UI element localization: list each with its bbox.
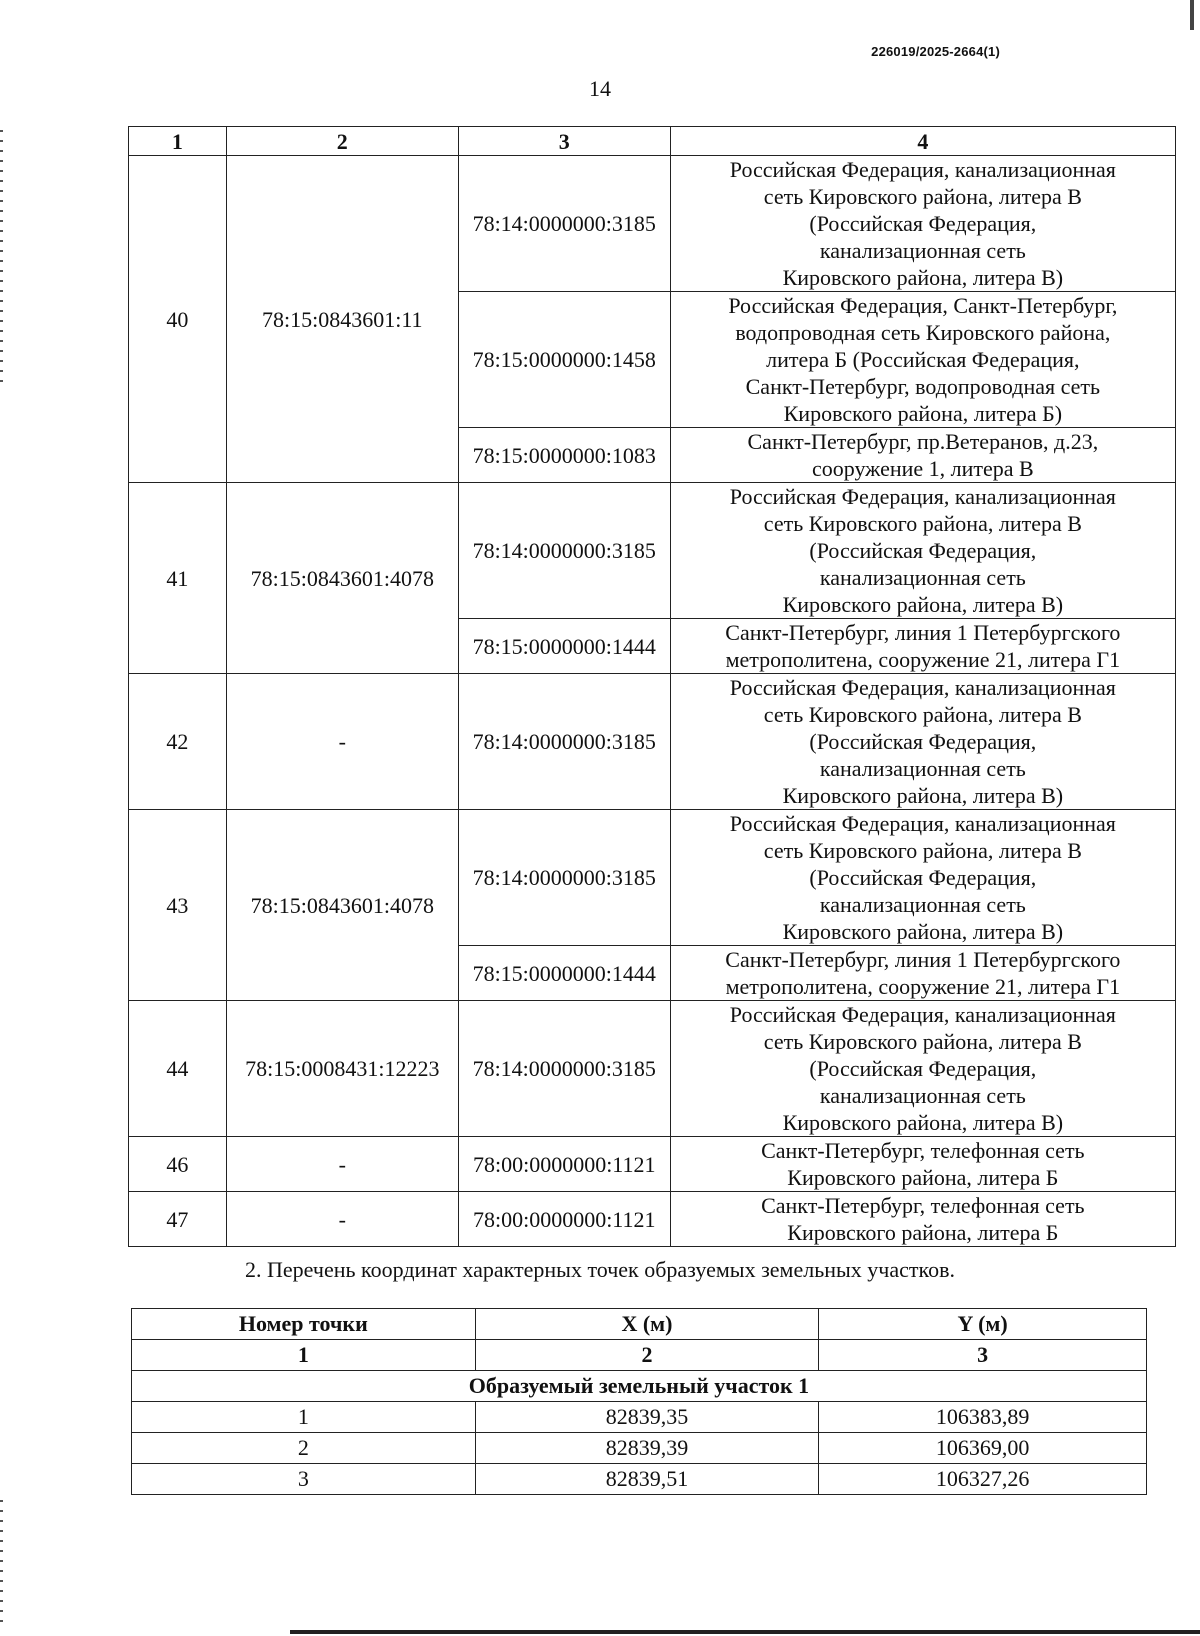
scan-edge-dots: [0, 130, 3, 390]
point-x: 82839,51: [475, 1464, 819, 1495]
easement-description: [670, 946, 1175, 1001]
point-x: 82839,35: [475, 1402, 819, 1433]
row-number: 46: [129, 1137, 227, 1192]
description-line: водопроводная сеть Кировского района,: [735, 320, 1111, 345]
scan-edge-dots: [0, 1500, 3, 1630]
table-header-row: [132, 1309, 1147, 1340]
description-line: Кировского района, литера В): [782, 1110, 1064, 1135]
description-line: Санкт-Петербург, линия 1 Петербургского: [725, 620, 1121, 645]
description-line: метрополитена, сооружение 21, литера Г1: [725, 647, 1121, 672]
table-row: [132, 1433, 1147, 1464]
description-line: канализационная сеть: [819, 1083, 1026, 1108]
description-line: (Российская Федерация,: [809, 865, 1037, 890]
table-row: [129, 483, 1176, 619]
table-row: [129, 1192, 1176, 1247]
plot-title-row: [132, 1371, 1147, 1402]
row-number: 43: [129, 810, 227, 1001]
table-row: [129, 156, 1176, 292]
point-number: 3: [132, 1464, 476, 1495]
easement-description: [670, 156, 1175, 292]
coordinates-table: [131, 1308, 1147, 1495]
easements-table-body: [129, 156, 1176, 1247]
description-line: (Российская Федерация,: [809, 538, 1037, 563]
column-header-point-number: Номер точки: [132, 1309, 476, 1340]
description-line: Кировского района, литера В): [782, 592, 1064, 617]
description-line: сеть Кировского района, литера В: [763, 1029, 1082, 1054]
description-line: литера Б (Российская Федерация,: [766, 347, 1080, 372]
column-number: 2: [475, 1340, 819, 1371]
point-y: 106369,00: [819, 1433, 1147, 1464]
easement-description: [670, 1192, 1175, 1247]
scan-bottom-rule: [290, 1630, 1200, 1634]
easement-cadastral-number: 78:15:0000000:1444: [458, 946, 670, 1001]
description-line: Российская Федерация, канализационная: [729, 811, 1116, 836]
description-line: (Российская Федерация,: [809, 1056, 1037, 1081]
page-number: 14: [589, 76, 611, 101]
table-row: [132, 1464, 1147, 1495]
easement-cadastral-number: 78:15:0000000:1444: [458, 619, 670, 674]
document-id: 226019/2025-2664(1): [871, 44, 1000, 59]
description-line: сооружение 1, литера В: [811, 456, 1034, 481]
easement-description: [670, 619, 1175, 674]
description-line: Кировского района, литера Б: [787, 1220, 1059, 1245]
point-number: 1: [132, 1402, 476, 1433]
parcel-cadastral-number: 78:15:0008431:12223: [226, 1001, 458, 1137]
description-line: Кировского района, литера Б): [783, 401, 1063, 426]
description-line: Российская Федерация, канализационная: [729, 675, 1116, 700]
description-line: (Российская Федерация,: [809, 729, 1037, 754]
description-line: Санкт-Петербург, телефонная сеть: [761, 1138, 1085, 1163]
column-header: 4: [670, 127, 1175, 156]
table-row: [129, 810, 1176, 946]
description-line: Кировского района, литера В): [782, 783, 1064, 808]
point-y: 106327,26: [819, 1464, 1147, 1495]
table-row: [129, 1001, 1176, 1137]
point-number: 2: [132, 1433, 476, 1464]
column-header: 2: [226, 127, 458, 156]
description-line: Санкт-Петербург, водопроводная сеть: [745, 374, 1101, 399]
point-y: 106383,89: [819, 1402, 1147, 1433]
description-line: канализационная сеть: [819, 565, 1026, 590]
description-line: сеть Кировского района, литера В: [763, 184, 1082, 209]
plot-title: Образуемый земельный участок 1: [132, 1371, 1147, 1402]
description-line: сеть Кировского района, литера В: [763, 702, 1082, 727]
row-number: 42: [129, 674, 227, 810]
table-row: [129, 1137, 1176, 1192]
easement-cadastral-number: 78:15:0000000:1458: [458, 292, 670, 428]
parcel-cadastral-number: 78:15:0843601:4078: [226, 483, 458, 674]
point-x: 82839,39: [475, 1433, 819, 1464]
row-number: 44: [129, 1001, 227, 1137]
row-number: 47: [129, 1192, 227, 1247]
section-title: 2. Перечень координат характерных точек образуемых земельных участков.: [245, 1257, 955, 1282]
description-line: Российская Федерация, Санкт-Петербург,: [728, 293, 1118, 318]
description-line: сеть Кировского района, литера В: [763, 838, 1082, 863]
parcel-cadastral-number: 78:15:0843601:11: [226, 156, 458, 483]
easement-description: [670, 810, 1175, 946]
easement-description: [670, 483, 1175, 619]
row-number: 40: [129, 156, 227, 483]
description-line: Санкт-Петербург, линия 1 Петербургского: [725, 947, 1121, 972]
description-line: канализационная сеть: [819, 892, 1026, 917]
description-line: (Российская Федерация,: [809, 211, 1037, 236]
table-row: [129, 674, 1176, 810]
easement-description: [670, 1001, 1175, 1137]
column-header: 3: [458, 127, 670, 156]
description-line: Кировского района, литера Б: [787, 1165, 1059, 1190]
easement-cadastral-number: 78:14:0000000:3185: [458, 1001, 670, 1137]
easement-cadastral-number: 78:14:0000000:3185: [458, 674, 670, 810]
column-header: 1: [129, 127, 227, 156]
easement-cadastral-number: 78:00:0000000:1121: [458, 1137, 670, 1192]
description-line: Санкт-Петербург, телефонная сеть: [761, 1193, 1085, 1218]
parcel-cadastral-number: 78:15:0843601:4078: [226, 810, 458, 1001]
description-line: Санкт-Петербург, пр.Ветеранов, д.23,: [747, 429, 1099, 454]
table-header-row: [129, 127, 1176, 156]
column-number: 3: [819, 1340, 1147, 1371]
easements-table: [128, 126, 1176, 1247]
row-number: 41: [129, 483, 227, 674]
description-line: Российская Федерация, канализационная: [729, 157, 1116, 182]
scan-edge-mark: [1190, 0, 1194, 30]
column-number-row: [132, 1340, 1147, 1371]
table-row: [132, 1402, 1147, 1433]
easement-cadastral-number: 78:14:0000000:3185: [458, 483, 670, 619]
easement-cadastral-number: 78:00:0000000:1121: [458, 1192, 670, 1247]
easement-description: [670, 428, 1175, 483]
coordinates-table-body: [132, 1402, 1147, 1495]
description-line: Кировского района, литера В): [782, 265, 1064, 290]
parcel-cadastral-number: -: [226, 1137, 458, 1192]
description-line: Российская Федерация, канализационная: [729, 484, 1116, 509]
parcel-cadastral-number: -: [226, 674, 458, 810]
easement-description: [670, 1137, 1175, 1192]
easement-cadastral-number: 78:15:0000000:1083: [458, 428, 670, 483]
description-line: канализационная сеть: [819, 238, 1026, 263]
description-line: сеть Кировского района, литера В: [763, 511, 1082, 536]
description-line: Российская Федерация, канализационная: [729, 1002, 1116, 1027]
parcel-cadastral-number: -: [226, 1192, 458, 1247]
column-number: 1: [132, 1340, 476, 1371]
description-line: Кировского района, литера В): [782, 919, 1064, 944]
column-header-y: Y (м): [819, 1309, 1147, 1340]
description-line: канализационная сеть: [819, 756, 1026, 781]
easement-cadastral-number: 78:14:0000000:3185: [458, 810, 670, 946]
easement-description: [670, 674, 1175, 810]
column-header-x: X (м): [475, 1309, 819, 1340]
description-line: метрополитена, сооружение 21, литера Г1: [725, 974, 1121, 999]
easement-cadastral-number: 78:14:0000000:3185: [458, 156, 670, 292]
easement-description: [670, 292, 1175, 428]
